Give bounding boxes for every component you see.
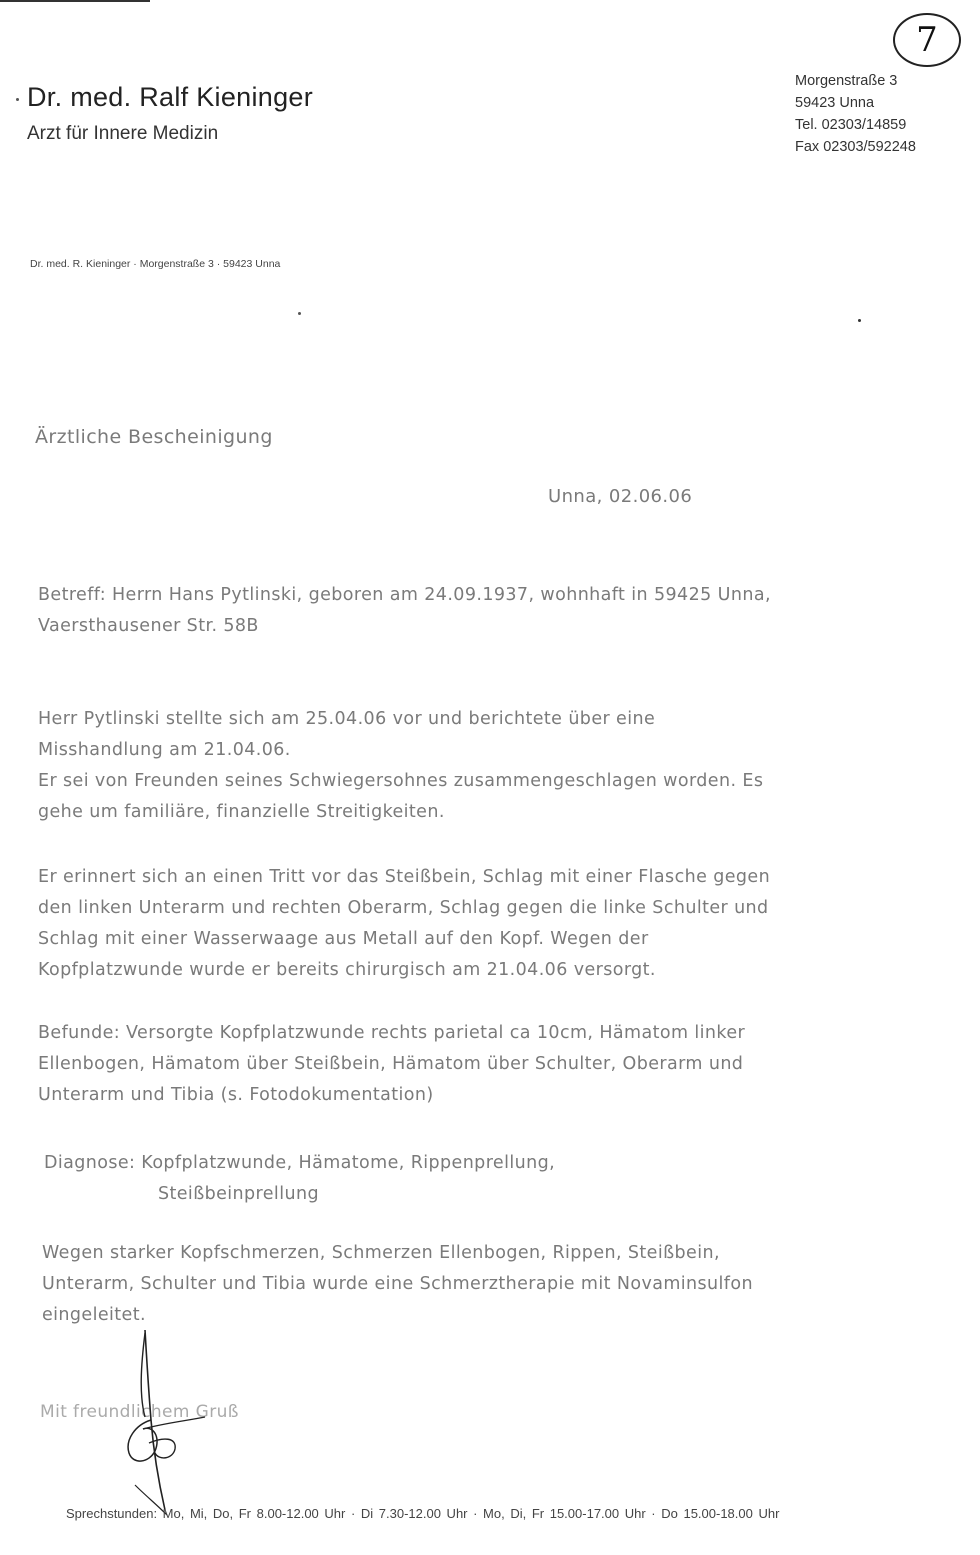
document-date: Unna, 02.06.06	[548, 486, 693, 507]
subject-line: Betreff: Herrn Hans Pytlinski, geboren am 24.09.1937, wohnhaft in 59425 Unna,	[38, 585, 771, 605]
subject-line: Vaersthausener Str. 58B	[38, 616, 259, 636]
doctor-specialty: Arzt für Innere Medizin	[27, 123, 219, 144]
report-line: gehe um familiäre, finanzielle Streitigkeiten.	[38, 802, 445, 822]
address-phone: Tel. 02303/14859	[795, 117, 907, 133]
document-title: Ärztliche Bescheinigung	[35, 426, 273, 448]
scan-speck	[16, 98, 19, 101]
subject-paragraph	[38, 580, 918, 642]
page-number-circle	[893, 13, 961, 67]
findings-line: Unterarm und Tibia (s. Fotodokumentation)	[38, 1085, 434, 1105]
recall-paragraph	[38, 862, 918, 986]
closing-greeting: Mit freundlichem Gruß	[40, 1402, 239, 1422]
office-hours-footer: Sprechstunden: Mo, Mi, Do, Fr 8.00-12.00 Uhr · Di 7.30-12.00 Uhr · Mo, Di, Fr 15.00-17.00 Uhr · Do 15.00-18.00 Uhr	[66, 1506, 780, 1521]
practice-address	[795, 70, 916, 158]
scan-speck	[298, 312, 301, 315]
page-number: 7	[916, 20, 938, 60]
address-street: Morgenstraße 3	[795, 73, 898, 89]
diagnosis-paragraph	[44, 1148, 555, 1210]
findings-line: Befunde: Versorgte Kopfplatzwunde rechts parietal ca 10cm, Hämatom linker	[38, 1023, 746, 1043]
recall-line: Kopfplatzwunde wurde er bereits chirurgisch am 21.04.06 versorgt.	[38, 960, 656, 980]
report-line: Herr Pytlinski stellte sich am 25.04.06 vor und berichtete über eine	[38, 709, 656, 729]
recall-line: den linken Unterarm und rechten Oberarm, Schlag gegen die linke Schulter und	[38, 898, 769, 918]
findings-line: Ellenbogen, Hämatom über Steißbein, Hämatom über Schulter, Oberarm und	[38, 1054, 744, 1074]
therapy-line: Unterarm, Schulter und Tibia wurde eine Schmerztherapie mit Novaminsulfon	[42, 1274, 753, 1294]
diagnosis-line: Steißbeinprellung	[158, 1184, 319, 1204]
report-line: Er sei von Freunden seines Schwiegersohnes zusammengeschlagen worden. Es	[38, 771, 764, 791]
diagnosis-line: Diagnose: Kopfplatzwunde, Hämatome, Rippenprellung,	[44, 1153, 556, 1173]
findings-paragraph	[38, 1018, 918, 1111]
therapy-line: eingeleitet.	[42, 1305, 146, 1325]
top-edge-line	[0, 0, 150, 2]
scan-speck	[858, 319, 861, 322]
doctor-name: Dr. med. Ralf Kieninger	[27, 82, 314, 112]
report-paragraph	[38, 704, 918, 828]
address-fax: Fax 02303/592248	[795, 139, 916, 155]
recall-line: Schlag mit einer Wasserwaage aus Metall auf den Kopf. Wegen der	[38, 929, 649, 949]
recall-line: Er erinnert sich an einen Tritt vor das Steißbein, Schlag mit einer Flasche gegen	[38, 867, 771, 887]
therapy-paragraph	[42, 1238, 922, 1331]
therapy-line: Wegen starker Kopfschmerzen, Schmerzen Ellenbogen, Rippen, Steißbein,	[42, 1243, 720, 1263]
address-city: 59423 Unna	[795, 95, 875, 111]
report-line: Misshandlung am 21.04.06.	[38, 740, 291, 760]
sender-line: Dr. med. R. Kieninger · Morgenstraße 3 · 59423 Unna	[30, 258, 281, 270]
signature	[105, 1325, 225, 1525]
